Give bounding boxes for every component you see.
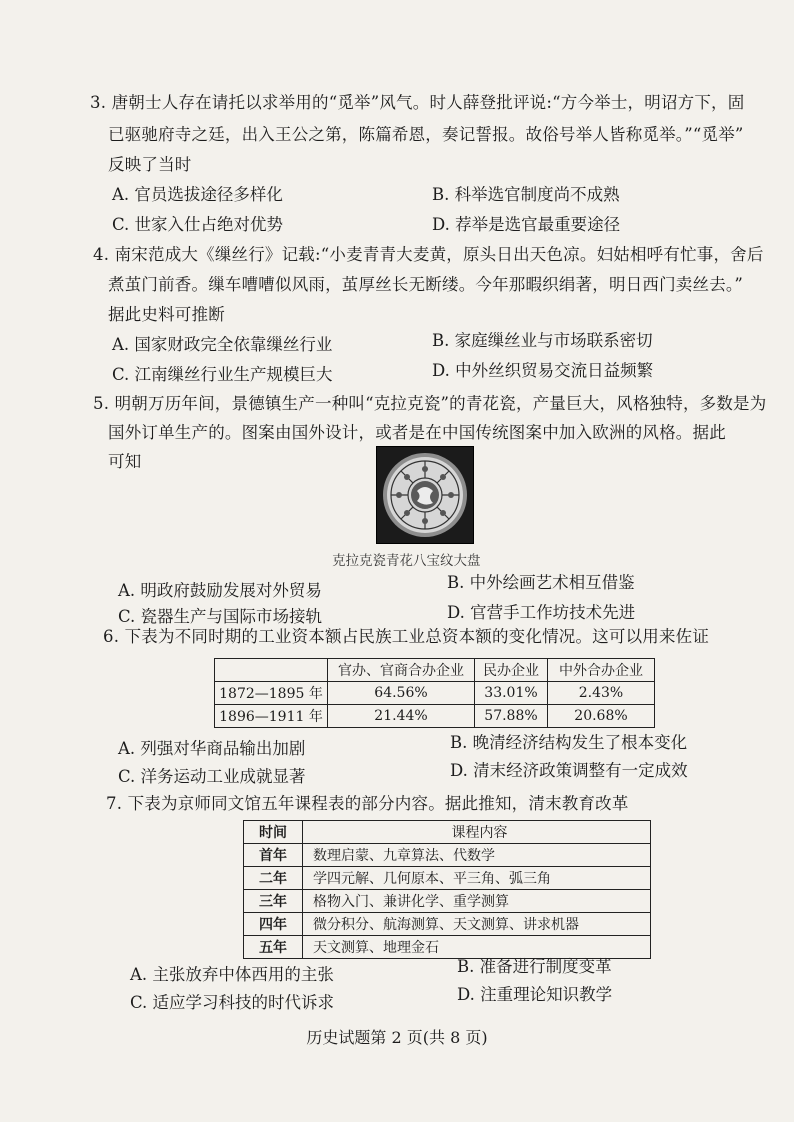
table-row [215, 682, 655, 705]
table-cell: 四年 [244, 913, 303, 936]
q4-stem-line2: 煮茧门前香。缫车嘈嘈似风雨，茧厚丝长无断缕。今年那暇织绢著，明日西门卖丝去。” [108, 275, 743, 294]
table-row [244, 890, 651, 913]
table-header-cell: 课程内容 [303, 821, 651, 844]
table-cell: 学四元解、几何原本、平三角、弧三角 [303, 867, 651, 890]
table-cell: 1872—1895 年 [215, 682, 328, 705]
q3-option-c: C. 世家入仕占绝对优势 [112, 215, 284, 234]
q7-option-a: A. 主张放弃中体西用的主张 [130, 965, 334, 984]
table-cell: 64.56% [328, 682, 475, 705]
q5-option-a: A. 明政府鼓励发展对外贸易 [118, 581, 322, 600]
q4-option-b: B. 家庭缫丝业与市场联系密切 [432, 331, 653, 350]
q3-option-b: B. 科举选官制度尚不成熟 [432, 185, 620, 204]
q3-stem-line3: 反映了当时 [108, 155, 192, 174]
q6-stem-line1: 6. 下表为不同时期的工业资本额占民族工业总资本额的变化情况。这可以用来佐证 [103, 627, 710, 646]
q7-stem-line1: 7. 下表为京师同文馆五年课程表的部分内容。据此推知，清末教育改革 [106, 794, 629, 813]
q5-stem-line3: 可知 [108, 452, 142, 471]
table-row [244, 913, 651, 936]
q3-stem-line2: 已驱驰府寺之廷，出入王公之第，陈篇希恩，奏记誓报。故俗号举人皆称觅举。”“觅举” [108, 125, 744, 144]
table-header-row [244, 821, 651, 844]
q4-stem-line3: 据此史料可推断 [108, 305, 225, 324]
q4-option-c: C. 江南缫丝行业生产规模巨大 [112, 365, 333, 384]
q5-stem-line2: 国外订单生产的。图案由国外设计，或者是在中国传统图案中加入欧洲的风格。据此 [108, 423, 726, 442]
porcelain-plate-icon [380, 450, 470, 540]
q3-option-d: D. 荐举是选官最重要途径 [432, 215, 621, 234]
q5-option-b: B. 中外绘画艺术相互借鉴 [447, 573, 635, 592]
table-cell: 首年 [244, 844, 303, 867]
q4-option-a: A. 国家财政完全依靠缫丝行业 [112, 335, 333, 354]
table-row [215, 705, 655, 728]
q6-option-b: B. 晚清经济结构发生了根本变化 [450, 733, 688, 752]
table-header-row [215, 659, 655, 682]
q6-option-a: A. 列强对华商品输出加剧 [118, 739, 306, 758]
table-cell: 2.43% [548, 682, 655, 705]
porcelain-plate-image [376, 446, 474, 544]
q6-option-d: D. 清末经济政策调整有一定成效 [450, 761, 688, 780]
q7-option-b: B. 准备进行制度变革 [457, 957, 612, 976]
table-row [244, 867, 651, 890]
q5-stem-line1: 5. 明朝万历年间，景德镇生产一种叫“克拉克瓷”的青花瓷，产量巨大，风格独特，多数是为 [93, 394, 767, 413]
table-cell: 20.68% [548, 705, 655, 728]
q7-option-d: D. 注重理论知识教学 [457, 985, 613, 1004]
table-cell: 21.44% [328, 705, 475, 728]
q6-option-c: C. 洋务运动工业成就显著 [118, 767, 306, 786]
q3-option-a: A. 官员选拔途径多样化 [112, 185, 283, 204]
table-header-cell: 中外合办企业 [548, 659, 655, 682]
table-header-cell [215, 659, 328, 682]
q3-stem-line1: 3. 唐朝士人存在请托以求举用的“觅举”风气。时人薛登批评说:“方今举士，明诏方下，固 [90, 93, 745, 112]
table-row [244, 844, 651, 867]
q4-option-d: D. 中外丝织贸易交流日益频繁 [432, 361, 654, 380]
page-footer: 历史试题第 2 页(共 8 页) [306, 1028, 488, 1047]
table-cell: 天文测算、地理金石 [303, 936, 651, 959]
table-cell: 33.01% [475, 682, 548, 705]
table-cell: 五年 [244, 936, 303, 959]
q4-stem-line1: 4. 南宋范成大《缫丝行》记载:“小麦青青大麦黄，原头日出天色凉。妇姑相呼有忙事，舍后 [93, 245, 764, 264]
q5-option-c: C. 瓷器生产与国际市场接轨 [118, 607, 323, 626]
q5-option-d: D. 官营手工作坊技术先进 [447, 603, 636, 622]
table-header-cell: 官办、官商合办企业 [328, 659, 475, 682]
table-cell: 格物入门、兼讲化学、重学测算 [303, 890, 651, 913]
table-header-cell: 民办企业 [475, 659, 548, 682]
image-caption: 克拉克瓷青花八宝纹大盘 [332, 553, 481, 569]
table-cell: 1896—1911 年 [215, 705, 328, 728]
table-header-cell: 时间 [244, 821, 303, 844]
table-cell: 三年 [244, 890, 303, 913]
table-cell: 微分积分、航海测算、天文测算、讲求机器 [303, 913, 651, 936]
q7-option-c: C. 适应学习科技的时代诉求 [130, 993, 335, 1012]
table-cell: 数理启蒙、九章算法、代数学 [303, 844, 651, 867]
q6-table [214, 658, 655, 728]
q7-table [243, 820, 651, 959]
table-cell: 57.88% [475, 705, 548, 728]
table-cell: 二年 [244, 867, 303, 890]
